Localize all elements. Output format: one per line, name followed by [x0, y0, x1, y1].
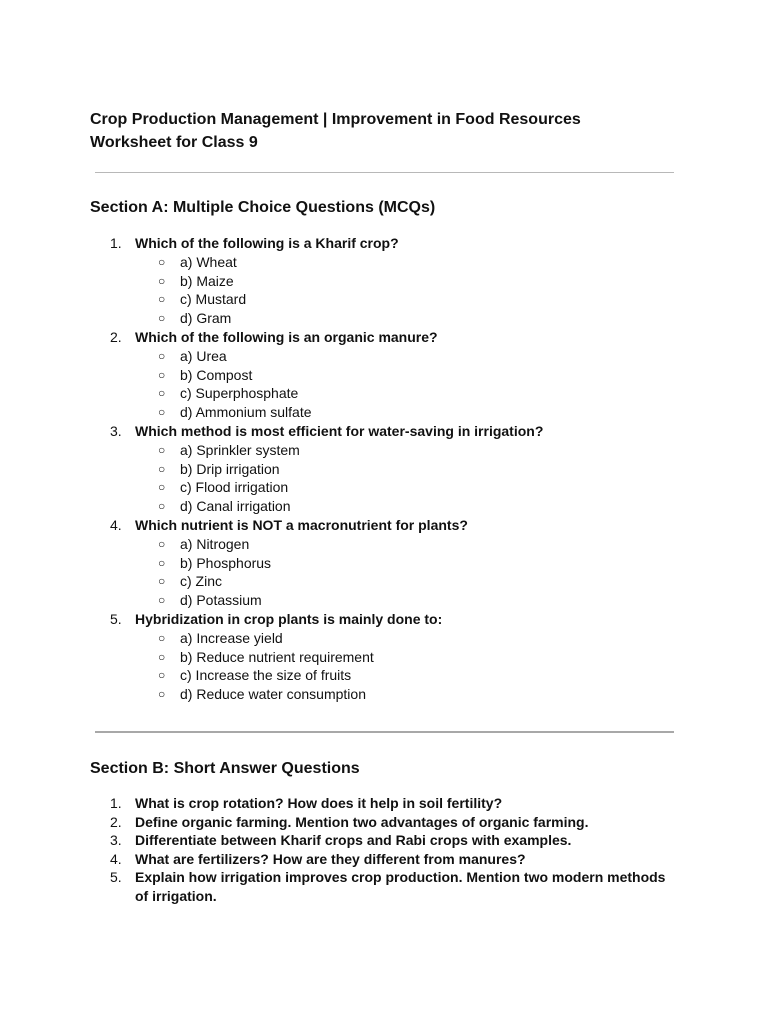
option-item	[135, 478, 690, 497]
option-text: a) Urea	[180, 347, 227, 364]
hollow-circle-bullet-icon: ○	[158, 555, 166, 570]
section-a-title: Section A: Multiple Choice Questions (MCQs)	[90, 199, 436, 216]
hollow-circle-bullet-icon: ○	[158, 348, 166, 363]
question-number: 2.	[110, 328, 122, 345]
option-list	[135, 253, 690, 328]
hollow-circle-bullet-icon: ○	[158, 311, 166, 326]
mcq-list	[90, 234, 690, 704]
mcq-question	[90, 328, 690, 422]
hollow-circle-bullet-icon: ○	[158, 630, 166, 645]
question-number: 1.	[110, 235, 122, 251]
option-text: a) Nitrogen	[180, 535, 250, 552]
option-item	[135, 253, 690, 272]
option-item	[135, 366, 690, 385]
hollow-circle-bullet-icon: ○	[158, 649, 166, 664]
option-text: b) Drip irrigation	[180, 460, 280, 477]
question-number: 5.	[110, 610, 122, 627]
option-item	[135, 629, 690, 648]
hollow-circle-bullet-icon: ○	[158, 386, 166, 401]
hollow-circle-bullet-icon: ○	[158, 442, 166, 457]
question-text: Which of the following is an organic manure?	[135, 328, 438, 345]
option-text: d) Reduce water consumption	[180, 686, 366, 703]
option-item	[135, 384, 690, 403]
question-number: 5.	[110, 869, 122, 886]
question-text: Hybridization in crop plants is mainly done to:	[135, 610, 443, 627]
short-answer-list	[90, 794, 680, 906]
option-item	[135, 685, 690, 704]
question-number: 4.	[110, 850, 122, 867]
question-text: Explain how irrigation improves crop production. Mention two modern methods of irrigation.	[135, 869, 666, 904]
option-text: b) Compost	[180, 366, 253, 383]
mcq-question	[90, 422, 690, 516]
option-text: c) Mustard	[180, 291, 247, 308]
option-item	[135, 535, 690, 554]
option-item	[135, 572, 690, 591]
question-text: Which method is most efficient for water-saving in irrigation?	[135, 422, 544, 439]
hollow-circle-bullet-icon: ○	[158, 292, 166, 307]
option-text: b) Phosphorus	[180, 554, 272, 571]
hollow-circle-bullet-icon: ○	[158, 254, 166, 269]
option-text: d) Gram	[180, 310, 232, 327]
option-item	[135, 666, 690, 685]
short-answer-question	[90, 868, 680, 905]
option-text: c) Flood irrigation	[180, 479, 289, 496]
hollow-circle-bullet-icon: ○	[158, 499, 166, 514]
option-text: a) Wheat	[180, 253, 237, 270]
option-text: d) Potassium	[180, 592, 262, 609]
worksheet-page	[90, 108, 690, 904]
short-answer-question	[90, 794, 680, 813]
question-text: What are fertilizers? How are they different from manures?	[135, 850, 526, 867]
option-item	[135, 441, 690, 460]
section-b-title: Section B: Short Answer Questions	[90, 760, 360, 777]
option-text: c) Increase the size of fruits	[180, 667, 352, 684]
document-title	[90, 108, 690, 154]
question-text: Differentiate between Kharif crops and Rabi crops with examples.	[135, 832, 572, 849]
hollow-circle-bullet-icon: ○	[158, 668, 166, 683]
question-text: Define organic farming. Mention two advantages of organic farming.	[135, 813, 589, 830]
hollow-circle-bullet-icon: ○	[158, 405, 166, 420]
hollow-circle-bullet-icon: ○	[158, 367, 166, 382]
option-text: d) Canal irrigation	[180, 498, 291, 515]
short-answer-question	[90, 850, 680, 869]
hollow-circle-bullet-icon: ○	[158, 687, 166, 702]
option-item	[135, 497, 690, 516]
question-text: Which nutrient is NOT a macronutrient for plants?	[135, 516, 468, 533]
question-number: 1.	[110, 795, 122, 811]
hollow-circle-bullet-icon: ○	[158, 593, 166, 608]
option-text: d) Ammonium sulfate	[180, 404, 312, 421]
option-list	[135, 535, 690, 610]
option-item	[135, 648, 690, 667]
divider-top	[95, 172, 674, 173]
short-answer-question	[90, 813, 680, 832]
hollow-circle-bullet-icon: ○	[158, 574, 166, 589]
option-text: b) Maize	[180, 272, 234, 289]
question-number: 2.	[110, 813, 122, 830]
hollow-circle-bullet-icon: ○	[158, 461, 166, 476]
option-list	[135, 629, 690, 704]
option-item	[135, 309, 690, 328]
option-item	[135, 554, 690, 573]
question-text: What is crop rotation? How does it help in soil fertility?	[135, 795, 503, 811]
option-list	[135, 441, 690, 516]
question-number: 3.	[110, 832, 122, 849]
mcq-question	[90, 610, 690, 704]
short-answer-question	[90, 831, 680, 850]
option-text: c) Zinc	[180, 573, 222, 590]
option-item	[135, 290, 690, 309]
option-text: a) Increase yield	[180, 629, 283, 646]
question-number: 3.	[110, 422, 122, 439]
document-title-line-2: Worksheet for Class 9	[90, 134, 258, 151]
option-text: a) Sprinkler system	[180, 441, 300, 458]
mcq-question	[90, 516, 690, 610]
option-item	[135, 272, 690, 291]
question-number: 4.	[110, 516, 122, 533]
option-text: c) Superphosphate	[180, 385, 299, 402]
option-list	[135, 347, 690, 422]
mcq-question	[90, 234, 690, 328]
option-item	[135, 460, 690, 479]
divider-middle	[95, 731, 674, 733]
hollow-circle-bullet-icon: ○	[158, 273, 166, 288]
question-text: Which of the following is a Kharif crop?	[135, 235, 399, 251]
option-item	[135, 403, 690, 422]
option-text: b) Reduce nutrient requirement	[180, 648, 374, 665]
hollow-circle-bullet-icon: ○	[158, 536, 166, 551]
option-item	[135, 347, 690, 366]
option-item	[135, 591, 690, 610]
document-title-line-1: Crop Production Management | Improvement in Food Resources	[90, 111, 581, 128]
hollow-circle-bullet-icon: ○	[158, 480, 166, 495]
